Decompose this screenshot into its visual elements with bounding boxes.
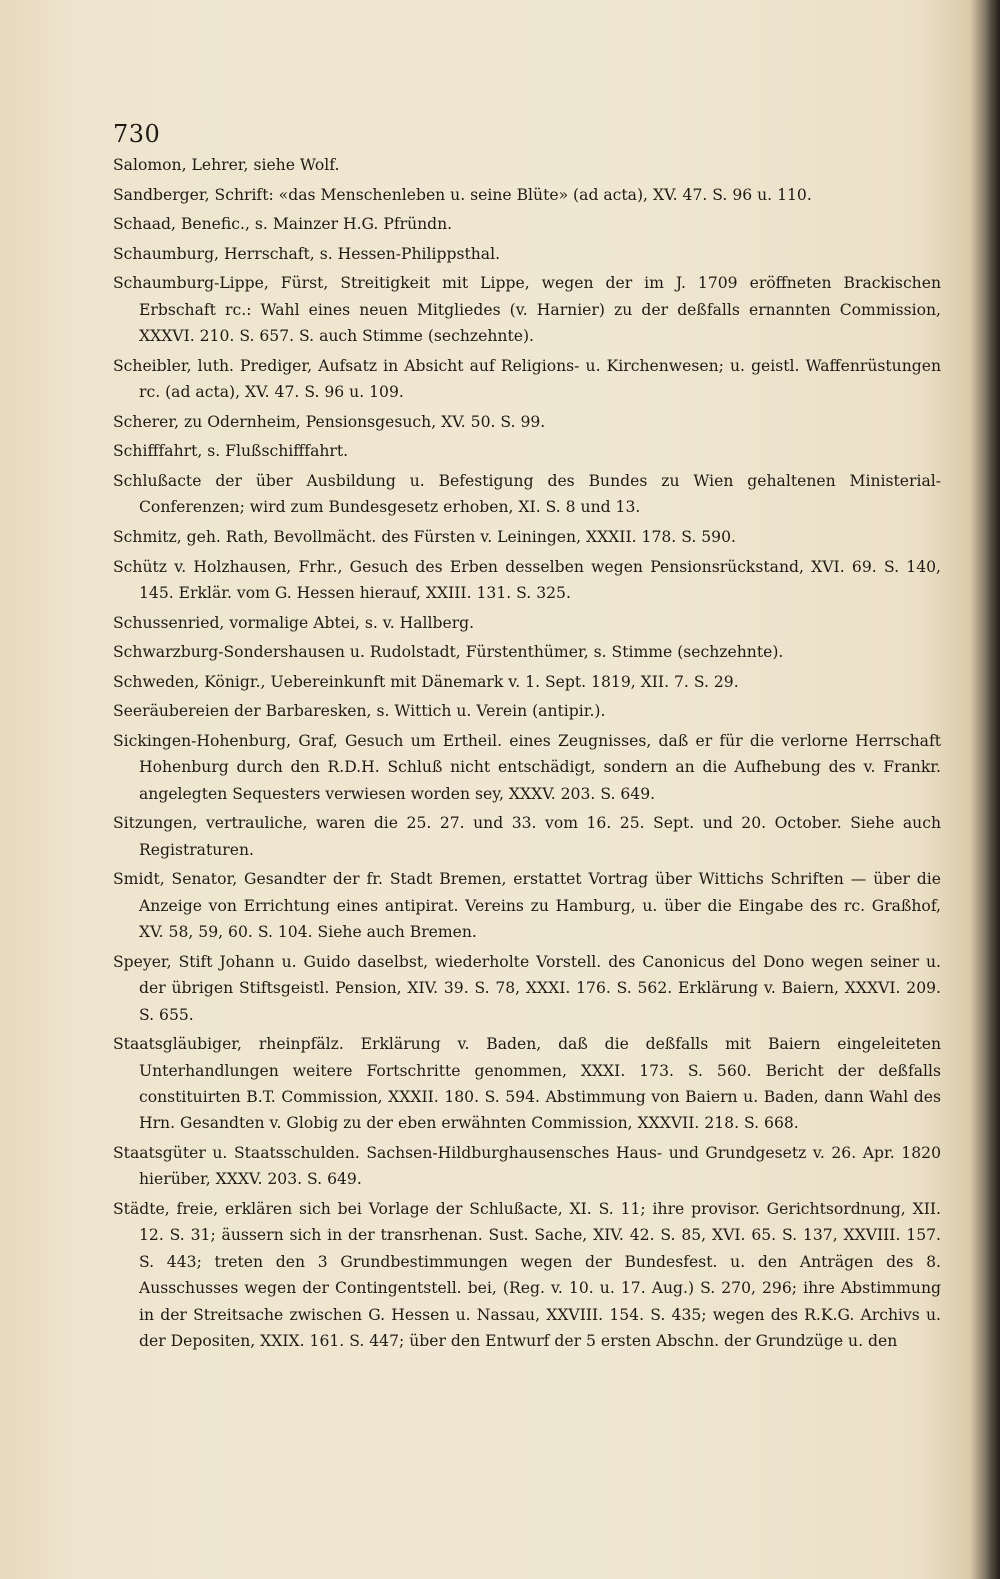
page-edge-shadow [986,0,1000,1579]
index-entry: Staatsgläubiger, rheinpfälz. Erklärung v. Baden, daß die deßfalls mit Baiern eingeleiteten Unterhandlungen weitere Fortschritte genommen, XXXI. 173. S. 560. Bericht der deßfalls constituirten B.T. Commission, XXXII. 180. S. 594. Abstimmung von Baiern u. Baden, dann Wahl des Hrn. Gesandten v. Globig zu der eben erwähnten Commission, XXXVII. 218. S. 668. [113,1035,941,1133]
index-entry: Staatsgüter u. Staatsschulden. Sachsen-Hildburghausensches Haus- und Grundgesetz v. 26. Apr. 1820 hierüber, XXXV. 203. S. 649. [113,1143,941,1189]
index-entry: Sandberger, Schrift: «das Menschenleben u. seine Blüte» (ad acta), XV. 47. S. 96 u. 110. [113,185,812,204]
page-number: 730 [113,120,161,148]
index-entry: Schaad, Benefic., s. Mainzer H.G. Pfründn. [113,215,453,234]
index-entry: Sitzungen, vertrauliche, waren die 25. 27. und 33. vom 16. 25. Sept. und 20. October. Siehe auch Registraturen. [113,814,941,859]
index-entry: Salomon, Lehrer, siehe Wolf. [113,156,340,174]
index-entry: Scherer, zu Odernheim, Pensionsgesuch, XV. 50. S. 99. [113,412,546,431]
index-entry: Schaumburg, Herrschaft, s. Hessen-Philippsthal. [113,244,501,263]
index-entry: Städte, freie, erklären sich bei Vorlage der Schlußacte, XI. S. 11; ihre provisor. Gerichtsordnung, XII. 12. S. 31; äussern sich in der transrhenan. Sust. Sache, XIV. 42. S. 85, XVI. 65. S. 137, XXVIII. 157. S. 443; treten den 3 Grundbestimmungen wegen der Bundesfest. u. den Anträgen des 8. Ausschusses wegen der Contingentstell. bei, (Reg. v. 10. u. 17. Aug.) S. 270, 296; ihre Abstimmung in der Streitsache zwischen G. Hessen u. Nassau, XXVIII. 154. S. 435; wegen des R.K.G. Archivs u. der Depositen, XXIX. 161. S. 447; über den Entwurf der 5 ersten Abschn. der Grundzüge u. den [113,1199,941,1350]
index-entry: Schmitz, geh. Rath, Bevollmächt. des Fürsten v. Leiningen, XXXII. 178. S. 590. [113,527,736,546]
index-entry: Schussenried, vormalige Abtei, s. v. Hallberg. [113,613,475,632]
index-entry: Speyer, Stift Johann u. Guido daselbst, wiederholte Vorstell. des Canonicus del Dono wegen seiner u. der übrigen Stiftsgeistl. Pension, XIV. 39. S. 78, XXXI. 176. S. 562. Erklärung v. Baiern, XXXVI. 209. S. 655. [113,952,941,1024]
index-entry: Smidt, Senator, Gesandter der fr. Stadt Bremen, erstattet Vortrag über Wittichs Schriften — über die Anzeige von Errichtung eines antipirat. Vereins zu Hamburg, u. über die Eingabe des rc. Graßhof, XV. 58, 59, 60. S. 104. Siehe auch Bremen. [113,870,941,942]
index-entry: Schweden, Königr., Uebereinkunft mit Dänemark v. 1. Sept. 1819, XII. 7. S. 29. [113,672,739,691]
index-entries [113,152,941,1354]
index-entry: Schifffahrt, s. Flußschifffahrt. [113,442,349,461]
index-entry: Seeräubereien der Barbaresken, s. Wittich u. Verein (antipir.). [113,702,606,721]
index-entry: Schaumburg-Lippe, Fürst, Streitigkeit mit Lippe, wegen der im J. 1709 eröffneten Brackischen Erbschaft rc.: Wahl eines neuen Mitgliedes (v. Harnier) zu der deßfalls ernannten Commission, XXXVI. 210. S. 657. S. auch Stimme (sechzehnte). [113,274,941,346]
index-entry: Sickingen-Hohenburg, Graf, Gesuch um Ertheil. eines Zeugnisses, daß er für die verlorne Herrschaft Hohenburg durch den R.D.H. Schluß nicht entschädigt, sondern an die Aufhebung des v. Frankr. angelegten Sequesters verwiesen worden sey, XXXV. 203. S. 649. [113,731,941,803]
index-entry: Schwarzburg-Sondershausen u. Rudolstadt, Fürstenthümer, s. Stimme (sechzehnte). [113,643,784,662]
index-entry: Schütz v. Holzhausen, Frhr., Gesuch des Erben desselben wegen Pensionsrückstand, XVI. 69. S. 140, 145. Erklär. vom G. Hessen hierauf, XXIII. 131. S. 325. [113,557,941,602]
index-entry: Schlußacte der über Ausbildung u. Befestigung des Bundes zu Wien gehaltenen Ministerial-Conferenzen; wird zum Bundesgesetz erhoben, XI. S. 8 und 13. [113,471,941,517]
index-entry: Scheibler, luth. Prediger, Aufsatz in Absicht auf Religions- u. Kirchenwesen; u. geistl. Waffenrüstungen rc. (ad acta), XV. 47. S. 96 u. 109. [113,356,941,402]
